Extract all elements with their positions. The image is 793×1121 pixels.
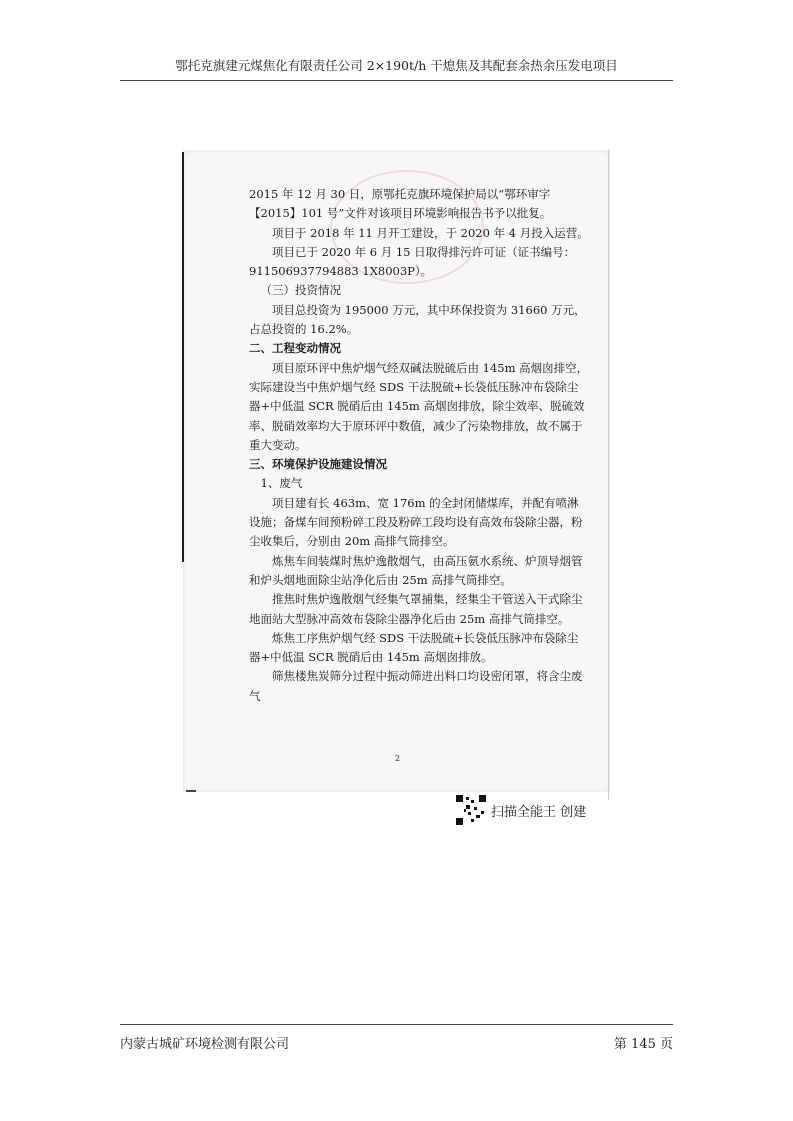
paragraph: 1、废气 <box>260 476 303 491</box>
paragraph: （三）投资情况 <box>260 283 341 298</box>
paragraph: 项目原环评中焦炉烟气经双碱法脱硫后由 145m 高烟囱排空，实际建设当中焦炉烟气经 SDS 干法脱硫+长袋低压脉冲布袋除尘器+中低温 SCR 脱硝后由 145m 高烟囱排放，除尘效率、脱硫效率、脱硝效率均大于原环评中数值，减少了污染物排放，故不属于重大变动。 <box>249 360 589 452</box>
scanner-caption: 扫描全能王 创建 <box>491 805 587 820</box>
paragraph: 炼焦工序焦炉烟气经 SDS 干法脱硫+长袋低压脉冲布袋除尘器+中低温 SCR 脱硝后由 145m 高烟囱排放。 <box>249 630 579 665</box>
paragraph: 2015 年 12 月 30 日，原鄂托克旗环境保护局以“鄂环审字【2015】101 号”文件对该项目环境影响报告书予以批复。 <box>249 187 552 221</box>
page-header-title: 鄂托克旗建元煤焦化有限责任公司 2×190t/h 干熄焦及其配套余热余压发电项目 <box>175 58 618 73</box>
footer-divider <box>120 1024 673 1025</box>
paragraph: 筛焦楼焦炭筛分过程中振动筛进出料口均设密闭罩，将含尘废气 <box>249 669 583 703</box>
scan-mark <box>186 790 196 792</box>
paragraph: 项目总投资为 195000 万元，其中环保投资为 31660 万元，占总投资的 16.2%。 <box>249 302 586 337</box>
scan-right-edge <box>608 150 609 800</box>
scan-page-number: 2 <box>395 754 401 763</box>
header-divider <box>120 80 673 81</box>
qr-code-icon <box>456 795 486 825</box>
scan-left-edge <box>182 152 184 562</box>
scanned-body-text <box>249 185 589 706</box>
paragraph: 项目建有长 463m、宽 176m 的全封闭储煤库，并配有喷淋设施；备煤车间预粉碎工段及粉碎工段均设有高效布袋除尘器，粉尘收集后，分别由 20m 高排气筒排空。 <box>249 495 583 549</box>
footer-page-number: 第 145 页 <box>613 1037 673 1052</box>
footer-company: 内蒙古城矿环境检测有限公司 <box>120 1037 290 1052</box>
paragraph: 项目于 2018 年 11 月开工建设，于 2020 年 4 月投入运营。 <box>272 225 589 240</box>
paragraph: 推焦时焦炉逸散烟气经集气罩捕集，经集尘干管送入干式除尘地面站大型脉冲高效布袋除尘器净化后由 25m 高排气筒排空。 <box>249 592 583 626</box>
section-heading: 二、工程变动情况 <box>249 341 341 356</box>
section-heading: 三、环境保护设施建设情况 <box>249 457 387 472</box>
paragraph: 炼焦车间装煤时焦炉逸散烟气，由高压氨水系统、炉顶导烟管和炉头烟地面除尘站净化后由 25m 高排气筒排空。 <box>249 553 583 587</box>
paragraph: 项目已于 2020 年 6 月 15 日取得排污许可证（证书编号：911506937794883 1X8003P）。 <box>249 244 576 279</box>
